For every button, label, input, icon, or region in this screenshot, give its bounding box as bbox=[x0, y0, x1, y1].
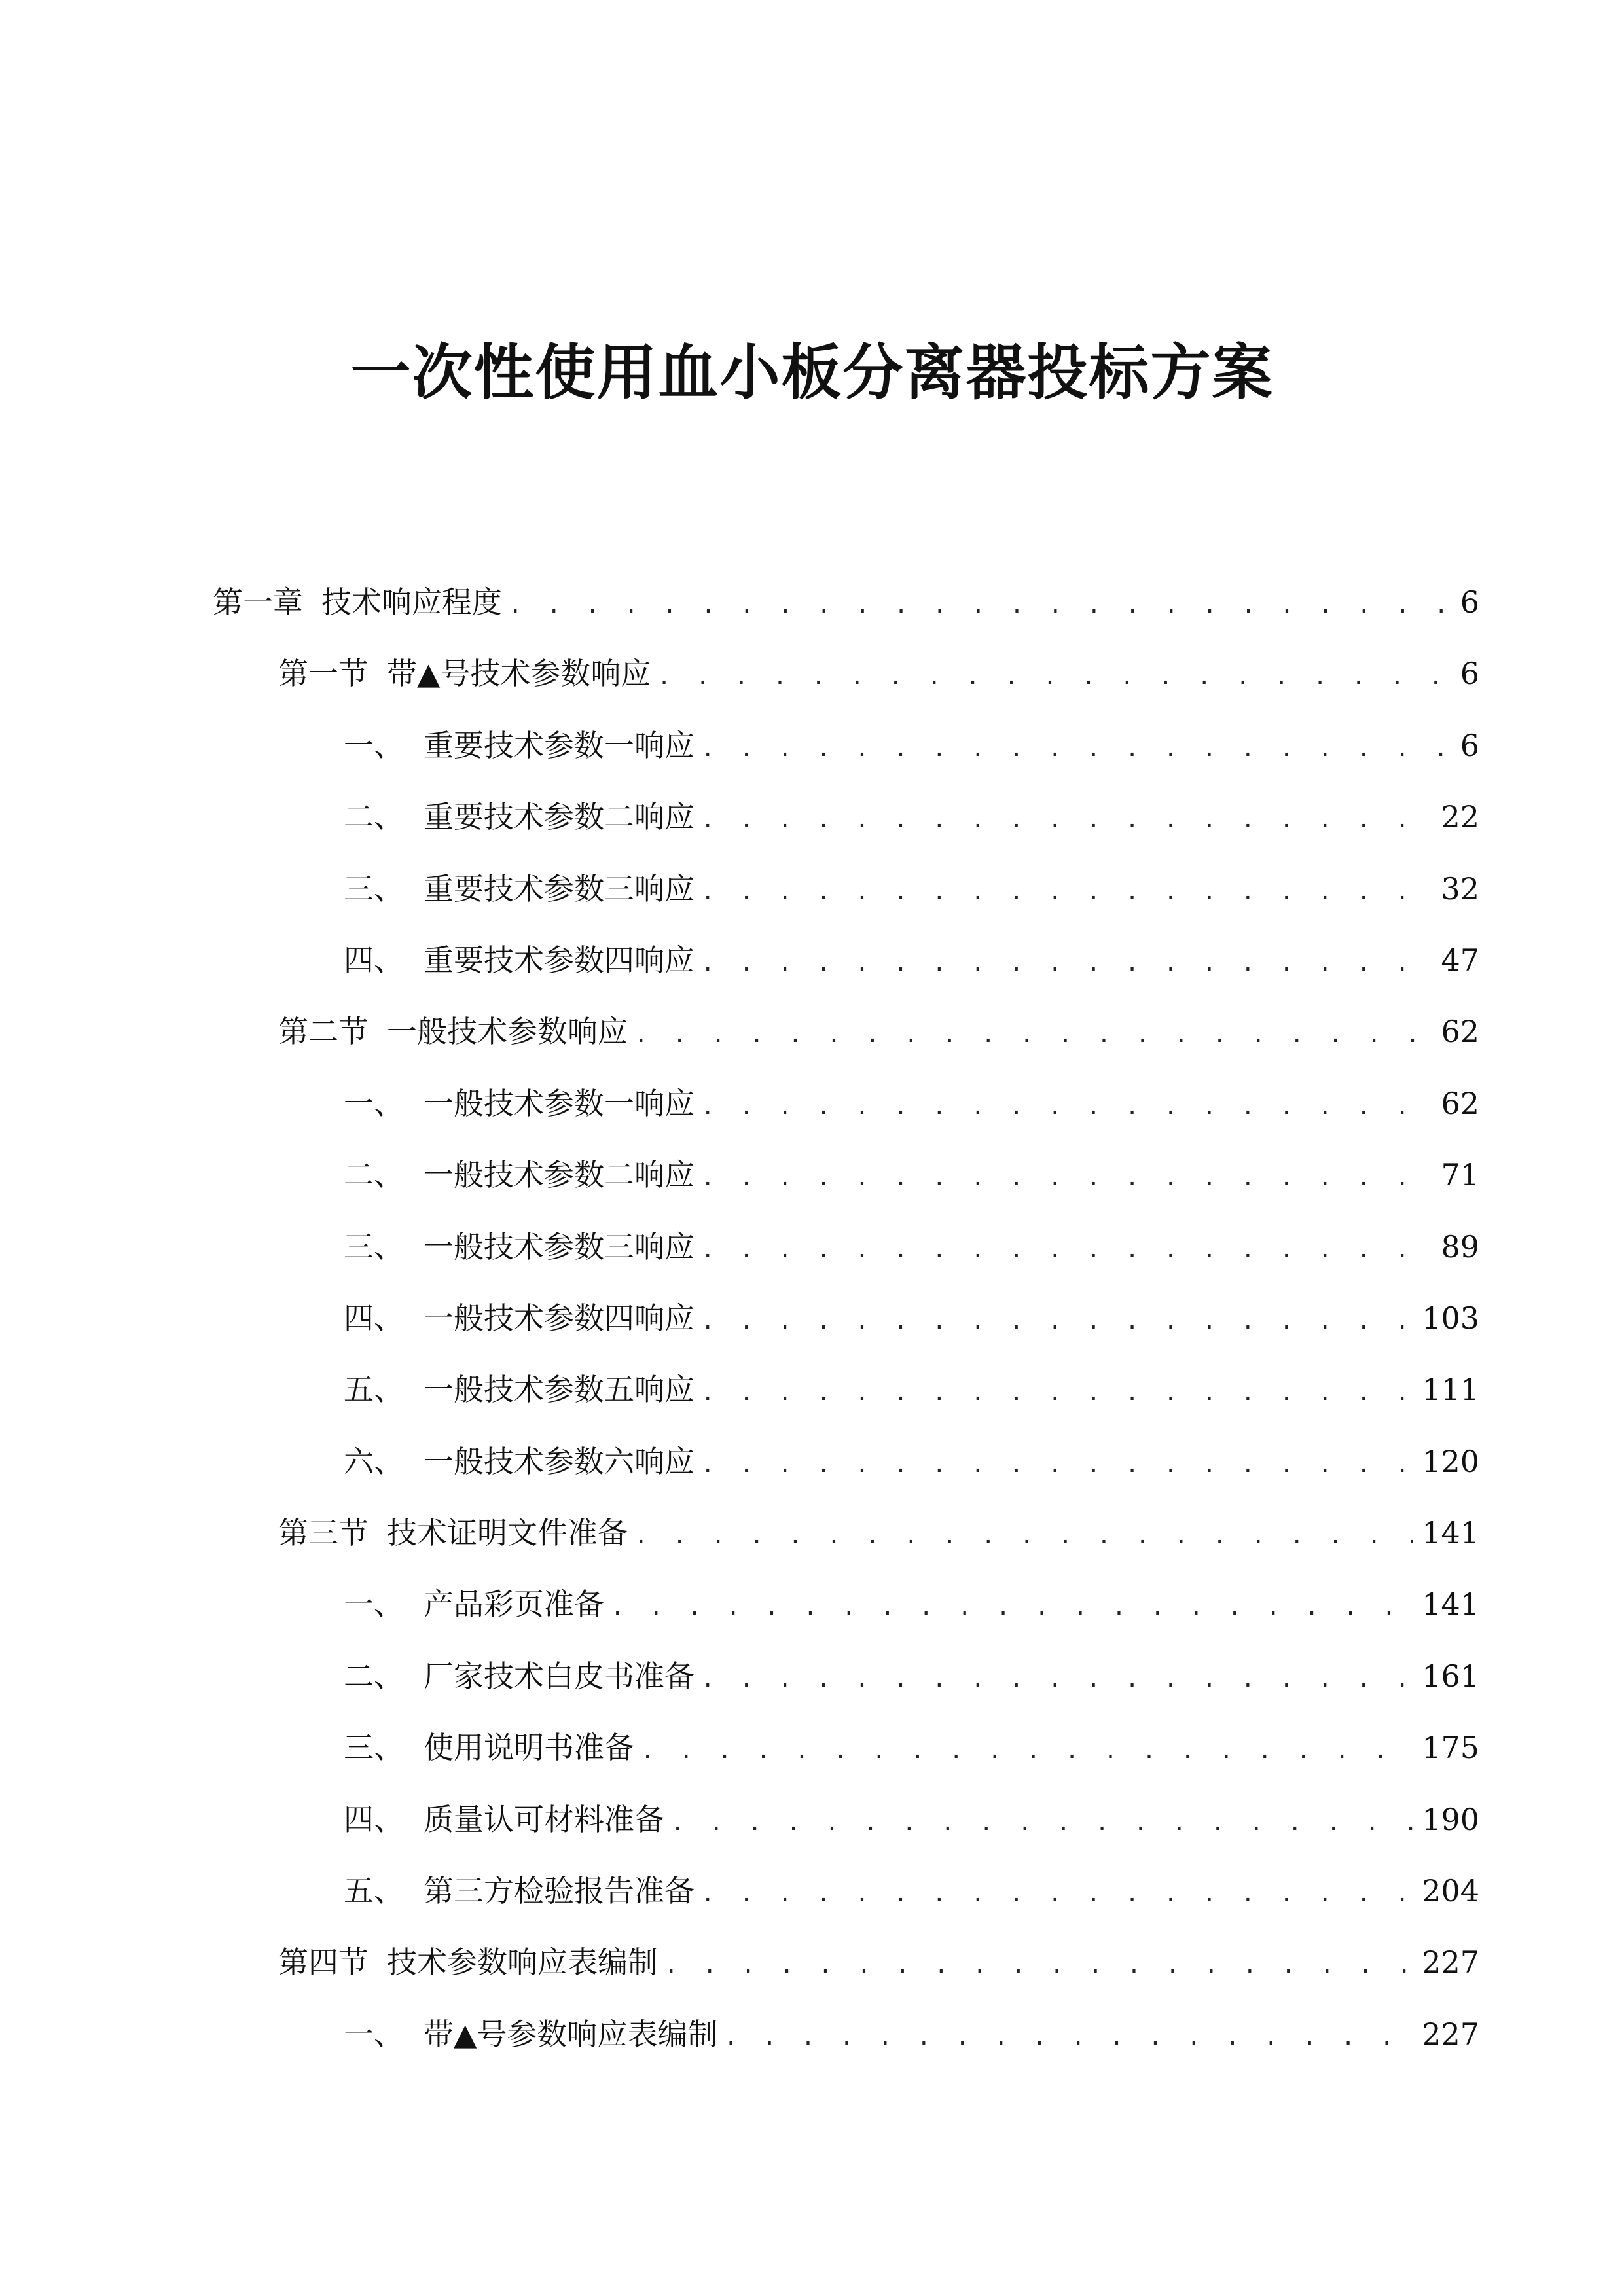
dot-leader bbox=[701, 1151, 1432, 1206]
dot-leader bbox=[671, 1795, 1413, 1850]
toc-page-number: 71 bbox=[1441, 1157, 1479, 1193]
toc-entry-section-3[interactable] bbox=[213, 1505, 1479, 1577]
toc-page-number: 120 bbox=[1422, 1443, 1479, 1479]
toc-entry-item[interactable] bbox=[213, 1362, 1479, 1433]
toc-page-number: 141 bbox=[1422, 1515, 1479, 1551]
toc-entry-item[interactable] bbox=[213, 1649, 1479, 1720]
toc-entry-item[interactable] bbox=[213, 1219, 1479, 1291]
toc-entry-number: 第二节 bbox=[278, 1014, 369, 1050]
toc-entry-item[interactable] bbox=[213, 933, 1479, 1004]
toc-entry-item[interactable] bbox=[213, 861, 1479, 933]
dot-leader bbox=[634, 1509, 1413, 1564]
toc-entry-label: 技术响应程度 bbox=[321, 584, 502, 620]
toc-entry-label: 一般技术参数三响应 bbox=[424, 1229, 695, 1265]
dot-leader bbox=[701, 793, 1432, 848]
toc-entry-number: 四、 bbox=[344, 1300, 404, 1336]
toc-entry-number: 三、 bbox=[344, 1229, 404, 1265]
dot-leader bbox=[657, 649, 1444, 704]
toc-page-number: 89 bbox=[1441, 1229, 1479, 1265]
toc-page-number: 32 bbox=[1441, 870, 1479, 906]
toc-entry-label: 质量认可材料准备 bbox=[424, 1801, 664, 1837]
toc-entry-number: 第一章 bbox=[213, 584, 303, 620]
table-of-contents bbox=[213, 575, 1479, 2078]
toc-page-number: 175 bbox=[1422, 1730, 1479, 1766]
dot-leader bbox=[641, 1723, 1413, 1778]
dot-leader bbox=[611, 1580, 1413, 1635]
toc-entry-label: 第三方检验报告准备 bbox=[424, 1873, 695, 1909]
dot-leader bbox=[701, 1437, 1413, 1492]
toc-entry-label: 技术证明文件准备 bbox=[387, 1515, 628, 1551]
toc-entry-number: 二、 bbox=[344, 1157, 404, 1193]
toc-entry-item[interactable] bbox=[213, 1792, 1479, 1863]
dot-leader bbox=[701, 936, 1432, 991]
toc-entry-label: 一般技术参数六响应 bbox=[424, 1443, 695, 1479]
toc-entry-label: 一般技术参数四响应 bbox=[424, 1300, 695, 1336]
toc-page-number: 190 bbox=[1422, 1801, 1479, 1837]
toc-entry-label: 重要技术参数二响应 bbox=[424, 799, 695, 835]
toc-entry-item[interactable] bbox=[213, 1434, 1479, 1505]
toc-entry-number: 四、 bbox=[344, 1801, 404, 1837]
toc-page-number: 6 bbox=[1460, 584, 1479, 620]
dot-leader bbox=[701, 1294, 1413, 1349]
toc-entry-label: 带▲号参数响应表编制 bbox=[424, 2016, 718, 2052]
toc-page-number: 62 bbox=[1441, 1085, 1479, 1121]
toc-entry-section-4[interactable] bbox=[213, 1935, 1479, 2006]
dot-leader bbox=[701, 721, 1444, 776]
toc-page-number: 161 bbox=[1422, 1658, 1479, 1694]
toc-entry-number: 第三节 bbox=[278, 1515, 369, 1551]
toc-entry-label: 一般技术参数二响应 bbox=[424, 1157, 695, 1193]
toc-entry-number: 五、 bbox=[344, 1873, 404, 1909]
dot-leader bbox=[701, 1652, 1413, 1707]
toc-entry-item[interactable] bbox=[213, 1863, 1479, 1935]
toc-entry-item[interactable] bbox=[213, 1720, 1479, 1791]
toc-entry-item[interactable] bbox=[213, 1147, 1479, 1219]
toc-entry-number: 第一节 bbox=[278, 656, 369, 692]
toc-entry-number: 五、 bbox=[344, 1372, 404, 1408]
toc-page-number: 141 bbox=[1422, 1587, 1479, 1623]
toc-entry-item[interactable] bbox=[213, 789, 1479, 861]
toc-entry-chapter-1[interactable] bbox=[213, 575, 1479, 646]
toc-entry-number: 一、 bbox=[344, 1587, 404, 1623]
toc-entry-label: 厂家技术白皮书准备 bbox=[424, 1658, 695, 1694]
toc-entry-label: 一般技术参数响应 bbox=[387, 1014, 628, 1050]
toc-entry-item[interactable] bbox=[213, 1291, 1479, 1362]
toc-page-number: 111 bbox=[1422, 1372, 1479, 1408]
toc-entry-label: 重要技术参数四响应 bbox=[424, 942, 695, 978]
toc-page-number: 227 bbox=[1422, 2016, 1479, 2052]
toc-entry-number: 第四节 bbox=[278, 1945, 369, 1981]
toc-page-number: 103 bbox=[1422, 1300, 1479, 1336]
dot-leader bbox=[634, 1007, 1432, 1062]
dot-leader bbox=[509, 578, 1444, 633]
toc-entry-label: 重要技术参数三响应 bbox=[424, 870, 695, 906]
toc-entry-number: 六、 bbox=[344, 1443, 404, 1479]
dot-leader bbox=[701, 1223, 1432, 1278]
toc-entry-section-1[interactable] bbox=[213, 646, 1479, 717]
toc-entry-label: 产品彩页准备 bbox=[424, 1587, 604, 1623]
toc-entry-section-2[interactable] bbox=[213, 1004, 1479, 1075]
toc-entry-number: 三、 bbox=[344, 1730, 404, 1766]
toc-entry-item[interactable] bbox=[213, 2007, 1479, 2078]
toc-page-number: 62 bbox=[1441, 1014, 1479, 1050]
toc-entry-number: 一、 bbox=[344, 727, 404, 763]
toc-entry-number: 三、 bbox=[344, 870, 404, 906]
toc-entry-label: 带▲号技术参数响应 bbox=[387, 656, 651, 692]
dot-leader bbox=[701, 1079, 1432, 1134]
dot-leader bbox=[701, 865, 1432, 920]
toc-entry-label: 一般技术参数一响应 bbox=[424, 1085, 695, 1121]
toc-page-number: 204 bbox=[1422, 1873, 1479, 1909]
toc-page-number: 22 bbox=[1441, 799, 1479, 835]
dot-leader bbox=[724, 2010, 1413, 2065]
toc-entry-label: 使用说明书准备 bbox=[424, 1730, 634, 1766]
toc-page-number: 227 bbox=[1422, 1945, 1479, 1981]
toc-entry-item[interactable] bbox=[213, 718, 1479, 789]
document-title: 一次性使用血小板分离器投标方案 bbox=[350, 338, 1274, 408]
toc-entry-item[interactable] bbox=[213, 1577, 1479, 1648]
toc-entry-label: 重要技术参数一响应 bbox=[424, 727, 695, 763]
dot-leader bbox=[664, 1938, 1413, 1993]
toc-page-number: 6 bbox=[1460, 656, 1479, 692]
toc-entry-number: 二、 bbox=[344, 799, 404, 835]
toc-entry-label: 技术参数响应表编制 bbox=[387, 1945, 658, 1981]
toc-entry-label: 一般技术参数五响应 bbox=[424, 1372, 695, 1408]
toc-page-number: 6 bbox=[1460, 727, 1479, 763]
toc-entry-number: 一、 bbox=[344, 2016, 404, 2052]
toc-entry-number: 二、 bbox=[344, 1658, 404, 1694]
toc-entry-number: 一、 bbox=[344, 1085, 404, 1121]
dot-leader bbox=[701, 1365, 1413, 1420]
toc-entry-item[interactable] bbox=[213, 1076, 1479, 1147]
toc-entry-number: 四、 bbox=[344, 942, 404, 978]
toc-page-number: 47 bbox=[1441, 942, 1479, 978]
dot-leader bbox=[701, 1867, 1413, 1922]
